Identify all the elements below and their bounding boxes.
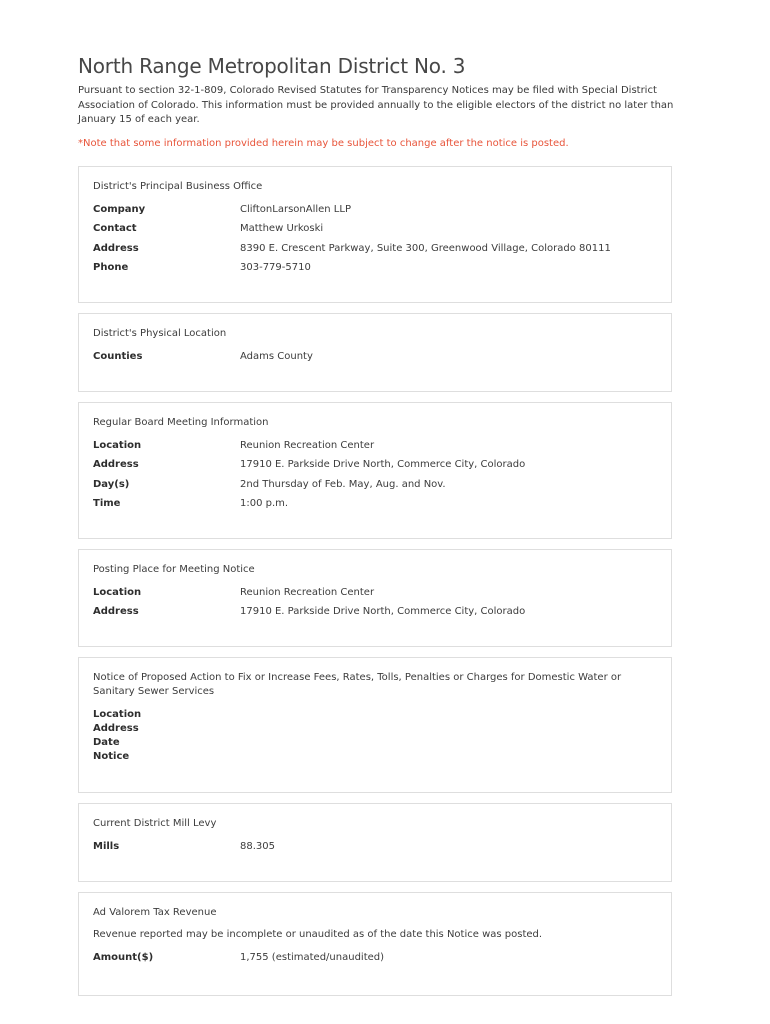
info-row (93, 497, 657, 511)
row-value: 17910 E. Parkside Drive North, Commerce City, Colorado (240, 606, 526, 618)
row-label: Address (93, 606, 139, 618)
intro-text: Pursuant to section 32-1-809, Colorado Revised Statutes for Transparency Notices may be filed with Special District Association of Colorado. This information must be provided annually to the eligible electors of the district no later than January 15 of each year. (78, 85, 674, 125)
fees-notice-card (78, 657, 672, 793)
row-value: Adams County (240, 351, 313, 362)
row-value: 1:00 p.m. (240, 498, 289, 510)
card-title: District's Principal Business Office (93, 181, 263, 192)
info-row (93, 222, 657, 236)
mill-levy-card (78, 803, 672, 882)
row-label: Counties (93, 351, 143, 362)
info-row (93, 439, 657, 453)
info-row (93, 750, 657, 764)
card-title: Posting Place for Meeting Notice (93, 564, 255, 575)
card-title: Current District Mill Levy (93, 818, 217, 829)
row-label: Phone (93, 262, 129, 274)
row-label: Amount($) (93, 952, 154, 963)
row-value: Matthew Urkoski (240, 223, 324, 235)
row-value: 1,755 (estimated/unaudited) (240, 952, 385, 963)
row-value: 2nd Thursday of Feb. May, Aug. and Nov. (240, 478, 446, 490)
row-value: Reunion Recreation Center (240, 587, 375, 598)
row-value: 88.305 (240, 841, 275, 852)
business-office-card (78, 166, 672, 303)
row-label: Contact (93, 223, 137, 235)
row-value: Reunion Recreation Center (240, 440, 375, 451)
card-title: Regular Board Meeting Information (93, 417, 269, 428)
info-row (93, 458, 657, 472)
row-label: Location (93, 440, 142, 451)
row-label: Notice (93, 751, 130, 762)
row-label: Day(s) (93, 478, 130, 490)
info-row (93, 242, 657, 256)
tax-revenue-card (78, 892, 672, 996)
info-row (93, 261, 657, 275)
row-label: Address (93, 459, 139, 471)
row-label: Location (93, 709, 142, 720)
card-title: Ad Valorem Tax Revenue (93, 907, 217, 918)
row-value: 17910 E. Parkside Drive North, Commerce City, Colorado (240, 459, 526, 471)
row-label: Date (93, 737, 120, 748)
info-row (93, 736, 657, 750)
row-value: 8390 E. Crescent Parkway, Suite 300, Greenwood Village, Colorado 80111 (240, 242, 611, 254)
row-label: Mills (93, 841, 120, 852)
row-label: Location (93, 587, 142, 598)
info-row (93, 840, 657, 854)
board-meeting-card (78, 402, 672, 539)
info-row (93, 722, 657, 736)
info-row (93, 605, 657, 619)
row-label: Company (93, 204, 146, 215)
info-row (93, 951, 657, 965)
physical-location-card (78, 313, 672, 392)
row-label: Time (93, 498, 121, 510)
page-title: North Range Metropolitan District No. 3 (78, 54, 466, 78)
info-row (93, 478, 657, 492)
info-row (93, 350, 657, 364)
row-label: Address (93, 242, 139, 254)
info-row (93, 203, 657, 217)
card-description: Revenue reported may be incomplete or unaudited as of the date this Notice was posted. (93, 929, 543, 940)
row-value: CliftonLarsonAllen LLP (240, 204, 351, 215)
card-title: Notice of Proposed Action to Fix or Increase Fees, Rates, Tolls, Penalties or Charges for Domestic Water or Sanitary Sewer Services (93, 672, 622, 697)
row-label: Address (93, 723, 139, 734)
notice-page (78, 52, 674, 151)
posting-place-card (78, 549, 672, 647)
change-note: *Note that some information provided herein may be subject to change after the notice is posted. (78, 137, 569, 149)
info-row (93, 708, 657, 722)
info-row (93, 586, 657, 600)
row-value: 303-779-5710 (240, 262, 311, 274)
card-title: District's Physical Location (93, 328, 227, 339)
